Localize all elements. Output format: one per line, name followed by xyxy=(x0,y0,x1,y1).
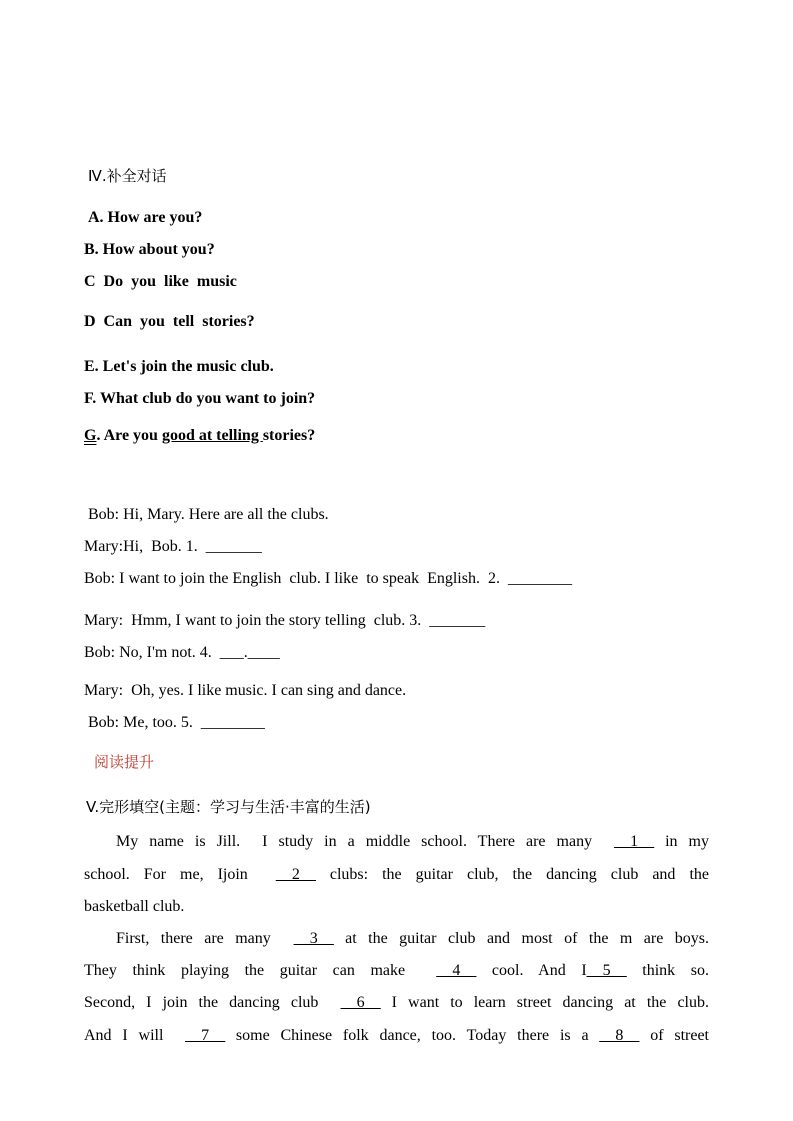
cloze-line-5 xyxy=(84,961,709,981)
blank-3: __3__ xyxy=(293,930,334,947)
cloze-line-2 xyxy=(84,865,709,885)
section-4-heading: Ⅳ.补全对话 xyxy=(88,167,167,185)
dialogue-line-5: Bob: No, I'm not. 4. ___.____ xyxy=(84,644,280,661)
cloze-line-6 xyxy=(84,993,709,1013)
cloze-text: I want to learn street dancing at the club. xyxy=(380,994,709,1011)
option-b: B. How about you? xyxy=(84,241,215,258)
cloze-text: some Chinese folk dance, too. Today there is a xyxy=(225,1027,600,1044)
option-g-text-1: . Are you xyxy=(96,427,162,444)
blank-5: __5__ xyxy=(586,962,627,979)
cloze-text: cool. And I xyxy=(476,962,587,979)
dialogue-line-7: Bob: Me, too. 5. ________ xyxy=(84,714,265,731)
cloze-text: clubs: the guitar club, the dancing club and the xyxy=(315,866,709,883)
dialogue-line-2: Mary:Hi, Bob. 1. _______ xyxy=(84,538,262,555)
cloze-text: Second, I join the dancing club xyxy=(84,994,341,1011)
option-g xyxy=(84,426,315,446)
option-g-underlined: good at telling xyxy=(161,427,263,444)
cloze-text: My name is Jill. I study in a middle school. There are many xyxy=(116,833,615,850)
reading-heading: 阅读提升 xyxy=(94,753,155,771)
blank-7: __7__ xyxy=(185,1027,226,1044)
blank-1: __1__ xyxy=(614,833,655,850)
dialogue-line-6: Mary: Oh, yes. I like music. I can sing and dance. xyxy=(84,682,407,699)
option-a: A. How are you? xyxy=(88,209,203,226)
blank-8: __8__ xyxy=(599,1027,640,1044)
option-g-text-2: stories? xyxy=(262,427,316,444)
option-g-letter: G xyxy=(84,427,97,444)
dialogue-line-3: Bob: I want to join the English club. I like to speak English. 2. ________ xyxy=(84,570,572,587)
cloze-line-1 xyxy=(84,832,709,852)
blank-2: __2__ xyxy=(275,866,316,883)
option-f: F. What club do you want to join? xyxy=(84,390,316,407)
cloze-text: at the guitar club and most of the m are boys. xyxy=(333,930,709,947)
option-e: E. Let's join the music club. xyxy=(84,358,274,375)
cloze-text: in my xyxy=(654,833,710,850)
cloze-text: And I will xyxy=(84,1027,186,1044)
option-d: D Can you tell stories? xyxy=(84,313,255,330)
cloze-line-4 xyxy=(84,929,709,949)
cloze-text: think so. xyxy=(626,962,709,979)
blank-6: __6__ xyxy=(340,994,381,1011)
blank-4: __4__ xyxy=(436,962,477,979)
dialogue-line-4: Mary: Hmm, I want to join the story telling club. 3. _______ xyxy=(84,612,486,629)
option-c: C Do you like music xyxy=(84,273,237,290)
section-5-heading: V.完形填空(主题：学习与生活·丰富的生活) xyxy=(86,798,371,816)
cloze-text: school. For me, Ijoin xyxy=(84,866,276,883)
cloze-line-3: basketball club. xyxy=(84,898,185,915)
cloze-text: of street xyxy=(639,1027,709,1044)
dialogue-line-1: Bob: Hi, Mary. Here are all the clubs. xyxy=(84,506,329,523)
cloze-text: They think playing the guitar can make xyxy=(84,962,437,979)
cloze-line-7 xyxy=(84,1026,709,1046)
cloze-text: First, there are many xyxy=(116,930,294,947)
